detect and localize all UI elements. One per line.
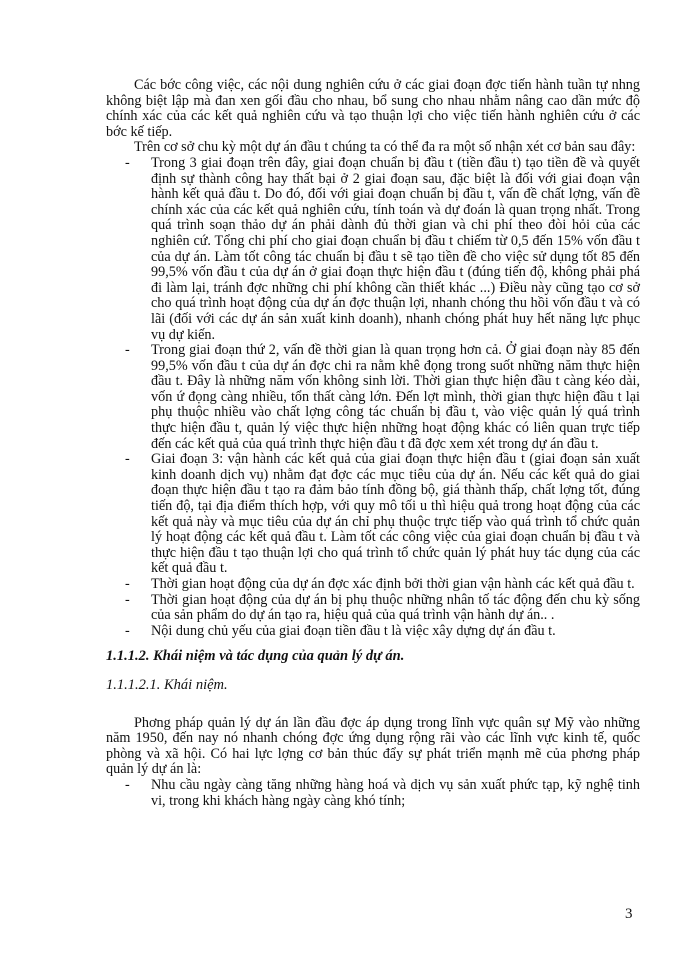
section-heading: 1.1.1.2. Khái niệm và tác dụng của quản lý dự án. [106, 648, 405, 665]
bullet-dash: - [125, 576, 130, 592]
page-number: 3 [625, 906, 633, 922]
bullet-dash: - [125, 622, 130, 639]
bullet-dash: - [125, 342, 130, 359]
paragraph-observations: Trên cơ sở chu kỳ một dự án đầu t chúng ta có thể đa ra một số nhận xét cơ bản sau đây: [134, 139, 636, 156]
document-body [106, 78, 640, 809]
paragraph-intro: Các bớc công việc, các nội dung nghiên cứu ở các giai đoạn đợc tiến hành tuần tự nhng không biệt lập mà đan xen gối đầu cho nhau, bổ sung cho nhau nhằm nâng cao dần mức độ chính xác của các kết quả nghiên cứu và tạo thuận lợi cho việc tiến hành nghiên cứu ở các bớc kế tiếp. [106, 77, 640, 140]
list-item-text: Trong 3 giai đoạn trên đây, giai đoạn chuẩn bị đầu t (tiền đầu t) tạo tiền đề và quyết định sự thành công hay thất bại ở 2 giai đoạn sau, đặc biệt là đối với giai đoạn vận hành kết quả đầu t. Do đó, đối với giai đoạn chuẩn bị đầu t, vấn đề chất lợng, vấn đề chính xác của các kết quả nghiên cứu, tính toán và dự đoán là quan trọng nhất. Trong quá trình soạn thảo dự án phải dành đủ thời gian và chi phí theo đòi hỏi của các nghiên cứ. Tổng chi phí cho giai đoạn chuẩn bị đầu t chiếm từ 0,5 đến 15% vốn đầu t của dự án. Làm tốt công tác chuẩn bị đầu t sẽ tạo tiền đề cho việc sử dụng tốt 85 đến 99,5% vốn đầu t của dự án ở giai đoạn thực hiện đầu t (đúng tiến độ, không phải phá đi làm lại, tránh đợc những chi phí không cần thiết khác ...) Điều này cũng tạo cơ sở cho quá trình hoạt động của dự án đợc thuận lợi, nhanh chóng thu hồi vốn đầu t và có lãi (đối với các dự án sản xuất kinh doanh), nhanh chóng phát huy hết năng lực phục vụ dự kiến. [151, 154, 640, 343]
list-item-text: Thời gian hoạt động của dự án đợc xác định bởi thời gian vận hành các kết quả đầu t. [151, 576, 635, 592]
bullet-dash: - [125, 591, 130, 608]
list-item [125, 576, 640, 593]
list-item [125, 154, 640, 343]
list-item [125, 591, 640, 624]
bullet-dash: - [125, 154, 130, 171]
list-item [125, 342, 640, 452]
bullet-dash: - [125, 451, 130, 468]
list-item-text: Nhu cầu ngày càng tăng những hàng hoá và dịch vụ sản xuất phức tạp, kỹ nghệ tinh vi, trong khi khách hàng ngày càng khó tính; [151, 776, 640, 809]
subsection-heading: 1.1.1.2.1. Khái niệm. [106, 676, 228, 693]
list-item-text: Trong giai đoạn thứ 2, vấn đề thời gian là quan trọng hơn cả. Ở giai đoạn này 85 đến 99,5% vốn đầu t của dự án đợc chi ra nằm khê đọng trong suốt những năm thực hiện đầu t. Đây là những năm vốn không sinh lời. Thời gian thực hiện đầu t càng kéo dài, vốn ứ đọng càng nhiều, tổn thất càng lớn. Đến lợt mình, thời gian thực hiện đầu t lại phụ thuộc nhiều vào chất lợng công tác chuẩn bị đầu t, vào việc quản lý quá trình thực hiện đầu t, quản lý việc thực hiện những hoạt động khác có liên quan trực tiếp đến các kết quả của quá trình thực hiện đầu t đã đợc xem xét trong dự án đầu t. [151, 342, 640, 452]
paragraph-method: Phơng pháp quản lý dự án lần đầu đợc áp dụng trong lĩnh vực quân sự Mỹ vào những năm 1950, đến nay nó nhanh chóng đợc ứng dụng rộng rãi vào các lĩnh vực kinh tế, quốc phòng và xã hội. Có hai lực lợng cơ bản thúc đẩy sự phát triển mạnh mẽ của phơng pháp quản lý dự án là: [106, 714, 640, 778]
list-item [125, 776, 640, 809]
list-item [125, 451, 640, 577]
forces-list [106, 778, 640, 809]
list-item-text: Giai đoạn 3: vận hành các kết quả của giai đoạn thực hiện đầu t (giai đoạn sản xuất kinh doanh dịch vụ) nhằm đạt đợc các mục tiêu của dự án. Nếu các kết quả do giai đoạn thực hiện đầu t tạo ra đảm bảo tính đồng bộ, giá thành thấp, chất lợng tốt, đúng tiến độ, tại địa điểm thích hợp, với quy mô tối u thì hiệu quả trong hoạt động của các kết quả này và mục tiêu của dự án chỉ phụ thuộc trực tiếp vào quá trình tổ chức quản lý hoạt động các kết quả đầu t. Làm tốt các công việc của giai đoạn chuẩn bị đầu t và thực hiện đầu t tạo thuận lợi cho quá trình tổ chức quản lý phát huy tác dụng của các kết quả đầu t. [151, 451, 640, 577]
spacer [106, 694, 640, 716]
observations-list [106, 156, 640, 639]
list-item-text: Nội dung chủ yếu của giai đoạn tiền đầu t là việc xây dựng dự án đầu t. [151, 622, 556, 639]
list-item-text: Thời gian hoạt động của dự án bị phụ thuộc những nhân tố tác động đến chu kỳ sống của sản phẩm do dự án tạo ra, hiệu quả của quá trình vận hành dự án.. . [151, 591, 640, 624]
bullet-dash: - [125, 776, 130, 793]
list-item [125, 622, 640, 640]
